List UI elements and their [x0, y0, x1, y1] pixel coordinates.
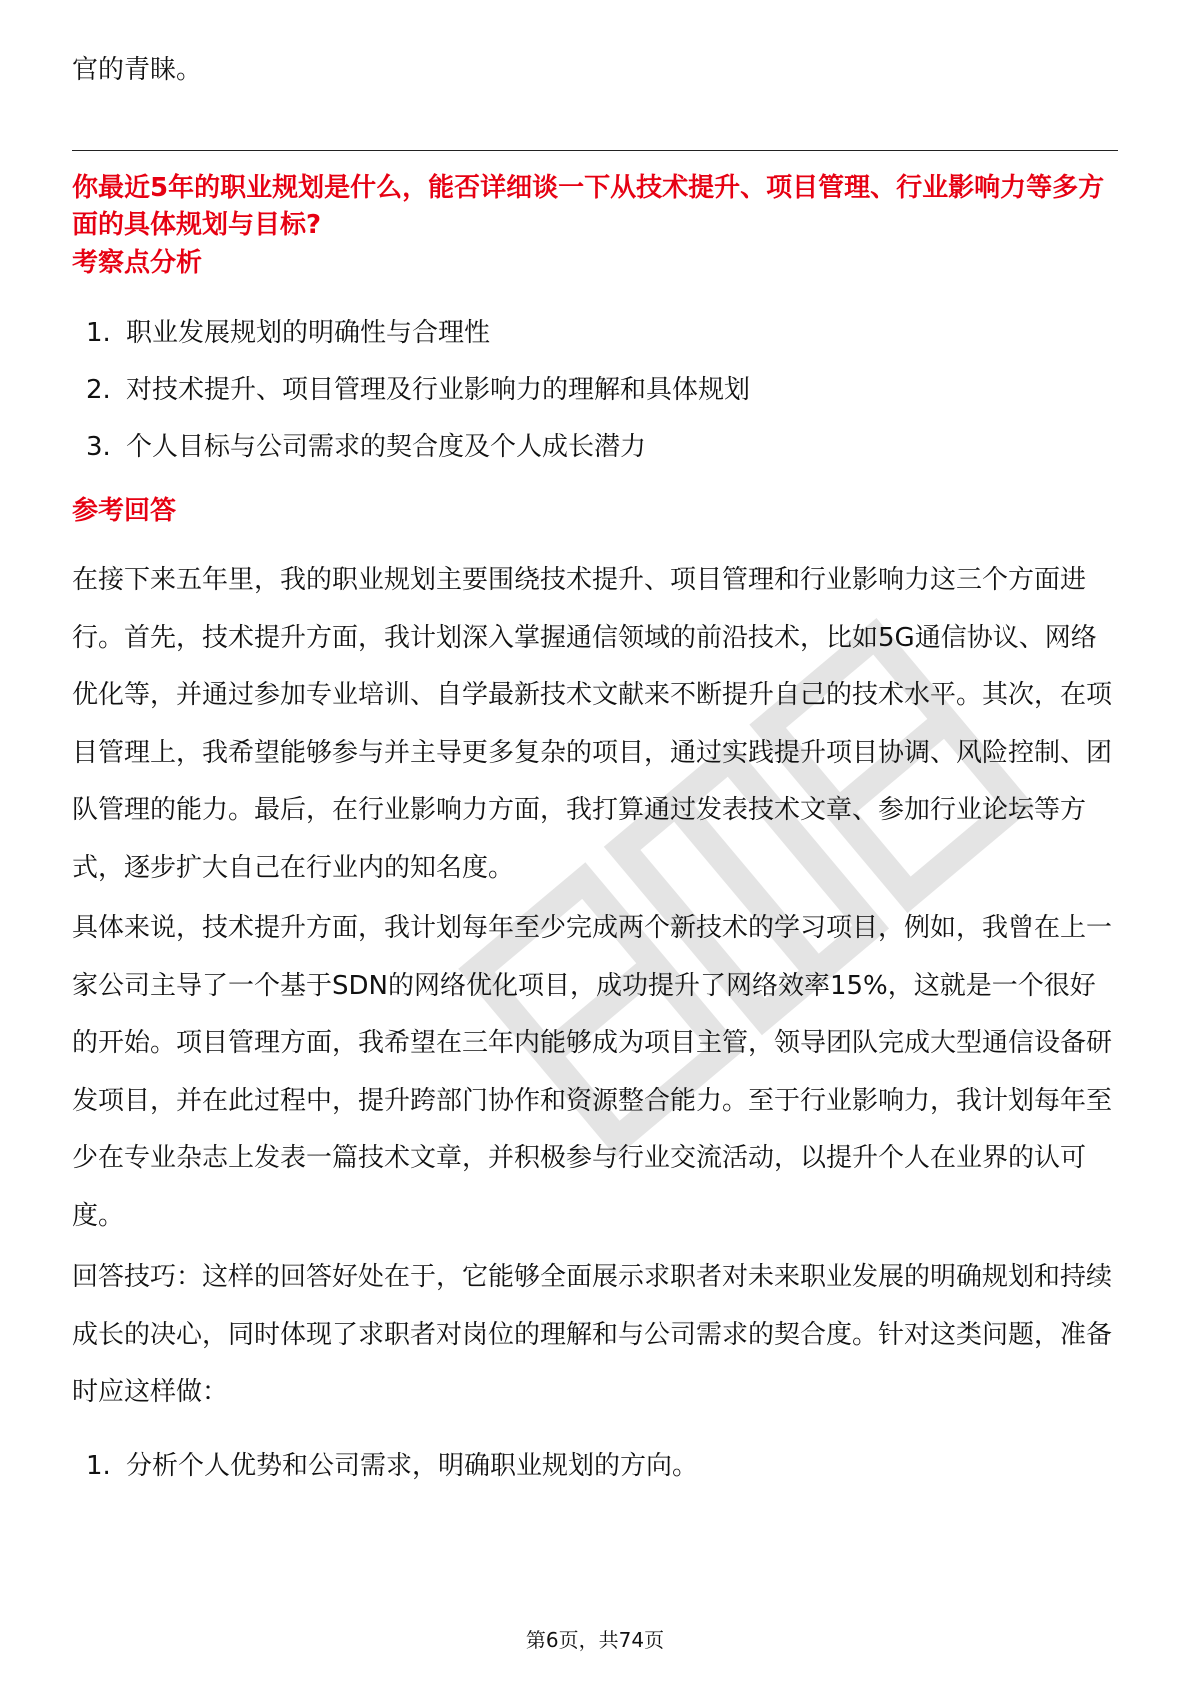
list-item	[72, 428, 1118, 466]
list-item-text: 个人目标与公司需求的契合度及个人成长潜力	[126, 432, 647, 462]
list-item-text: 分析个人优势和公司需求，明确职业规划的方向。	[126, 1451, 699, 1481]
answer-tip-paragraph: 回答技巧：这样的回答好处在于，它能够全面展示求职者对未来职业发展的明确规划和持续成长的决心，同时体现了求职者对岗位的理解和与公司需求的契合度。针对这类问题，准备时应这样做：	[72, 1262, 1113, 1407]
list-item-text: 职业发展规划的明确性与合理性	[126, 318, 491, 348]
section-divider	[72, 150, 1118, 151]
page-footer: 第6页，共74页	[525, 1628, 665, 1652]
list-item	[72, 314, 1118, 352]
list-number: 3.	[86, 432, 111, 462]
answer-paragraph: 在接下来五年里，我的职业规划主要围绕技术提升、项目管理和行业影响力这三个方面进行。首先，技术提升方面，我计划深入掌握通信领域的前沿技术，比如5G通信协议、网络优化等，并通过参加专业培训、自学最新技术文献来不断提升自己的技术水平。其次，在项目管理上，我希望能够参与并主导更多复杂的项目，通过实践提升项目协调、风险控制、团队管理的能力。最后，在行业影响力方面，我打算通过发表技术文章、参加行业论坛等方式，逐步扩大自己在行业内的知名度。	[72, 565, 1113, 883]
analysis-list	[72, 314, 1118, 485]
tips-list	[72, 1447, 1118, 1504]
list-item	[72, 1447, 1118, 1485]
list-number: 1.	[86, 1451, 111, 1481]
list-number: 1.	[86, 318, 111, 348]
analysis-heading: 考察点分析	[72, 248, 203, 278]
question-heading: 你最近5年的职业规划是什么，能否详细谈一下从技术提升、项目管理、行业影响力等多方面的具体规划与目标?	[72, 173, 1105, 240]
answer-paragraph: 具体来说，技术提升方面，我计划每年至少完成两个新技术的学习项目，例如，我曾在上一家公司主导了一个基于SDN的网络优化项目，成功提升了网络效率15%，这就是一个很好的开始。项目管理方面，我希望在三年内能够成为项目主管，领导团队完成大型通信设备研发项目，并在此过程中，提升跨部门协作和资源整合能力。至于行业影响力，我计划每年至少在专业杂志上发表一篇技术文章，并积极参与行业交流活动，以提升个人在业界的认可度。	[72, 913, 1113, 1231]
answer-heading: 参考回答	[72, 496, 177, 526]
list-number: 2.	[86, 375, 111, 405]
carryover-text: 官的青睐。	[72, 55, 203, 85]
list-item-text: 对技术提升、项目管理及行业影响力的理解和具体规划	[126, 375, 751, 405]
list-item	[72, 371, 1118, 409]
